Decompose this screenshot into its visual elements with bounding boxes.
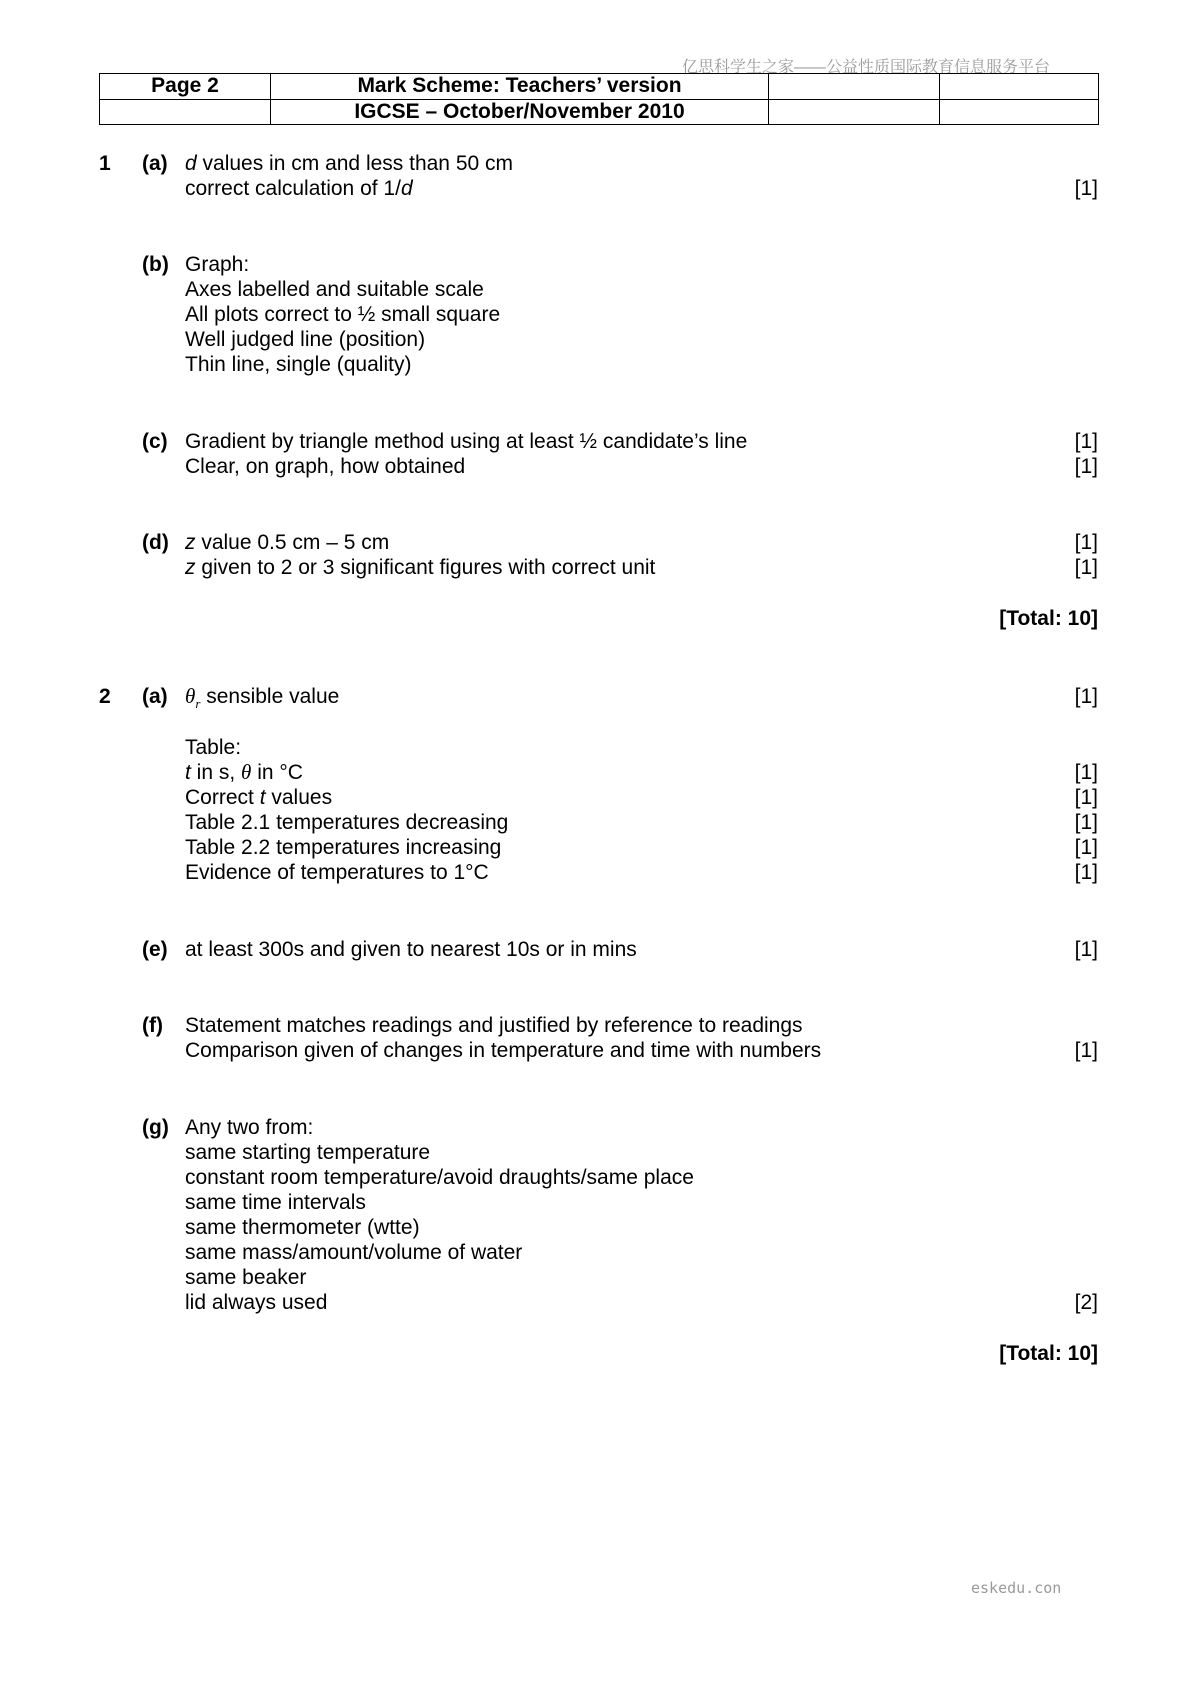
q2-table-mark: [1] [1074,861,1098,884]
q1c-mark: [1] [1074,430,1098,453]
q2-table-mark: [1] [1074,811,1098,834]
q1b-line: Axes labelled and suitable scale [185,278,484,301]
q2a-line: $\theta_r$ sensible value [185,684,340,712]
q2g-line: same time intervals [185,1191,366,1214]
q2-table-correct-t: Correct t values [185,786,333,809]
question-1-number: 1 [99,152,111,175]
q1c-label: (c) [142,430,168,453]
q2-table-line: Evidence of temperatures to 1°C [185,861,489,884]
exam-session: IGCSE – October/November 2010 [271,99,769,125]
q1d-line-1: z value 0.5 cm – 5 cm [185,531,390,554]
q2-table-heading: Table: [185,736,242,759]
q1c-line: Clear, on graph, how obtained [185,455,466,478]
header-empty-cell [940,99,1099,125]
q1b-line: Graph: [185,253,250,276]
q1b-line: Well judged line (position) [185,328,426,351]
q2g-line: lid always used [185,1291,328,1314]
q2a-mark: [1] [1074,685,1098,708]
watermark-top: 亿思科学生之家——公益性质国际教育信息服务平台 [682,59,1051,76]
q2g-line: same beaker [185,1266,307,1289]
question-2-number: 2 [99,685,111,708]
q2-table-units: t in s, θ in °C [185,760,303,784]
document-title: Mark Scheme: Teachers’ version [271,74,769,100]
q2g-line: constant room temperature/avoid draughts/same place [185,1166,694,1189]
q1c-mark: [1] [1074,455,1098,478]
q2f-label: (f) [142,1014,163,1037]
q2f-mark: [1] [1074,1039,1098,1062]
q2e-mark: [1] [1074,938,1098,961]
page-number: Page 2 [100,74,271,100]
q1-total: [Total: 10] [999,607,1098,630]
q2-table-line: Table 2.1 temperatures decreasing [185,811,509,834]
q2-total: [Total: 10] [999,1342,1098,1365]
q2g-line: same starting temperature [185,1141,431,1164]
q1d-line-2: z given to 2 or 3 significant figures with correct unit [185,556,656,579]
q1d-label: (d) [142,531,169,554]
q1a-line-1: d values in cm and less than 50 cm [185,152,514,175]
q2f-line: Comparison given of changes in temperature and time with numbers [185,1039,822,1062]
q2a-label: (a) [142,685,168,708]
q2-table-mark: [1] [1074,836,1098,859]
header-empty-cell [940,74,1099,100]
q2-table-line: Table 2.2 temperatures increasing [185,836,502,859]
q2g-line: same mass/amount/volume of water [185,1241,523,1264]
header-empty-cell [100,99,271,125]
header-table [99,73,1099,125]
q2g-mark: [2] [1074,1291,1098,1314]
header-empty-cell [769,99,940,125]
q2e-line: at least 300s and given to nearest 10s or in mins [185,938,637,961]
q1d-mark: [1] [1074,531,1098,554]
q2g-label: (g) [142,1116,169,1139]
q2f-line: Statement matches readings and justified by reference to readings [185,1014,803,1037]
q2g-line: Any two from: [185,1116,314,1139]
q1b-line: All plots correct to ½ small square [185,303,501,326]
q1a-mark: [1] [1074,177,1098,200]
watermark-bottom: eskedu.con [971,1579,1062,1597]
q1a-line-2: correct calculation of 1/d [185,177,413,200]
q1d-mark: [1] [1074,556,1098,579]
q2-table-mark: [1] [1074,761,1098,784]
header-empty-cell [769,74,940,100]
q1b-label: (b) [142,253,169,276]
q1b-line: Thin line, single (quality) [185,353,412,376]
q1a-label: (a) [142,152,168,175]
q1c-line: Gradient by triangle method using at least ½ candidate’s line [185,430,748,453]
q2g-line: same thermometer (wtte) [185,1216,420,1239]
q2-table-mark: [1] [1074,786,1098,809]
q2e-label: (e) [142,938,168,961]
